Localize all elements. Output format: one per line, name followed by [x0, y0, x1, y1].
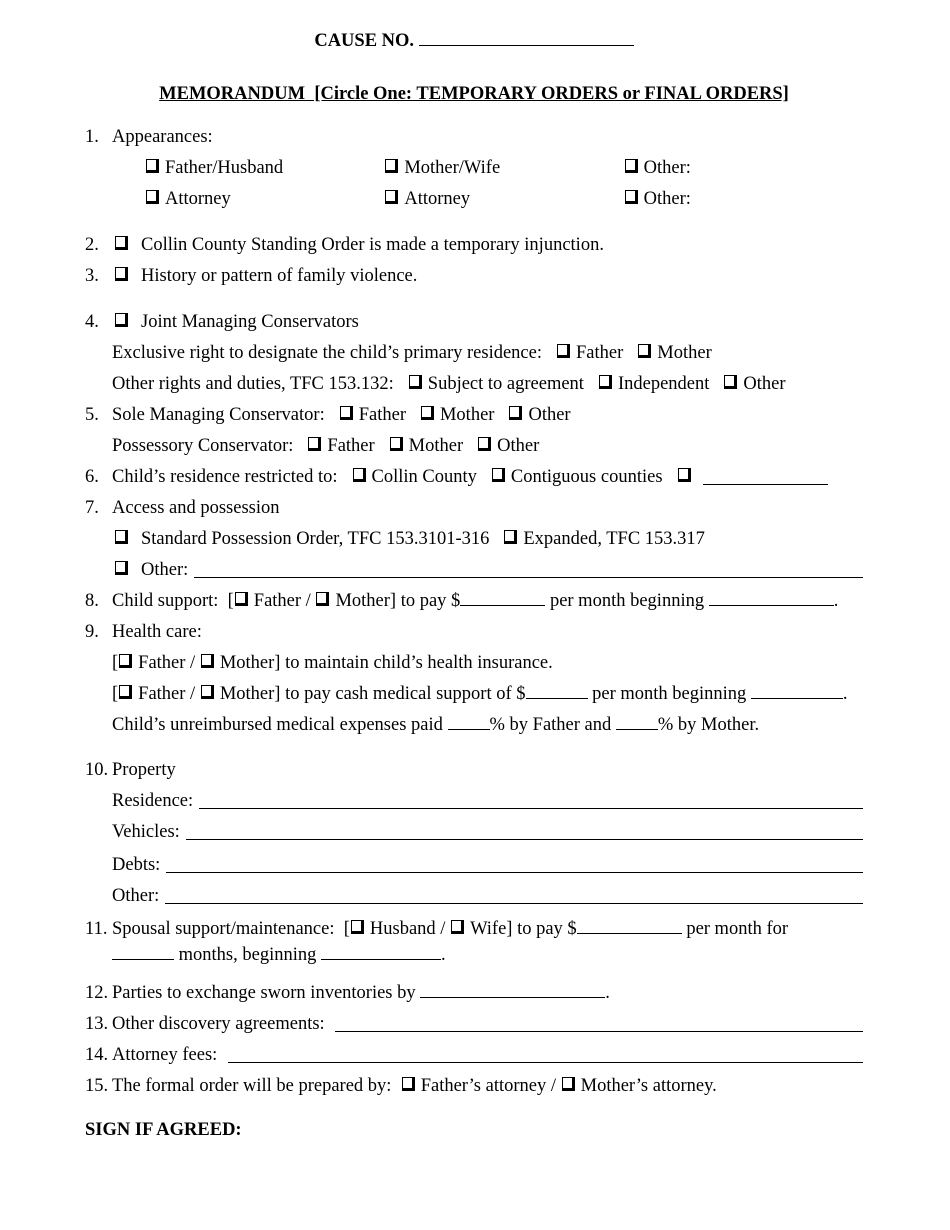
item-13-number: 13. [85, 1014, 109, 1034]
access-possession-header [85, 493, 863, 524]
item-12-number: 12. [85, 983, 109, 1003]
property-other-row [112, 881, 863, 912]
restriction-collin-county [353, 462, 477, 493]
item-6-number: 6. [85, 467, 99, 487]
father-attorney-label: Attorney [165, 189, 231, 209]
contiguous-counties-checkbox[interactable] [492, 468, 505, 482]
page-title: MEMORANDUM [Circle One: TEMPORARY ORDERS or FINAL ORDERS] [159, 84, 789, 104]
cause-number-row [85, 26, 863, 57]
item-14-number: 14. [85, 1045, 109, 1065]
debts-blank[interactable] [166, 872, 863, 873]
mother-attorney-checkbox[interactable] [385, 190, 398, 204]
appearance-mother-attorney [384, 184, 623, 215]
mother-attorney-label: Attorney [404, 189, 471, 209]
spousal-mid: per month for [681, 919, 789, 939]
other-2-checkbox[interactable] [625, 190, 638, 204]
possessory-other-checkbox[interactable] [478, 437, 491, 451]
item-1-label: Appearances: [112, 127, 213, 147]
collin-county-checkbox[interactable] [353, 468, 366, 482]
possessory-other-label: Other [497, 436, 540, 456]
property-other-blank[interactable] [165, 903, 863, 904]
formal-order-pre: The formal order will be prepared by: [112, 1076, 401, 1096]
discovery-label: Other discovery agreements: [112, 1014, 330, 1034]
sole-managing-row [85, 400, 863, 431]
other-1-label: Other: [643, 158, 691, 178]
spousal-wife-label: Wife] to pay $ [470, 919, 577, 939]
sole-mother-label: Mother [439, 405, 495, 425]
cash-medical-bracket: [ [112, 684, 119, 704]
unreimbursed-pre: Child’s unreimbursed medical expenses paid [112, 715, 448, 735]
spousal-months-label: months, beginning [174, 945, 321, 965]
possessory-mother [390, 436, 463, 456]
residence-label: Residence: [112, 791, 194, 811]
father-husband-checkbox[interactable] [146, 159, 159, 173]
item-3-label: History or pattern of family violence. [141, 266, 418, 286]
debts-label: Debts: [112, 855, 161, 875]
item-3-family-violence [85, 261, 863, 292]
cash-medical-father-checkbox[interactable] [119, 685, 132, 699]
item-7-label: Access and possession [112, 498, 280, 518]
cause-number-blank[interactable] [419, 41, 634, 46]
subject-to-agreement-checkbox[interactable] [409, 375, 422, 389]
discovery-blank[interactable] [335, 1031, 863, 1032]
rights-subject-to-agreement [409, 374, 584, 394]
other-rights-row [112, 369, 863, 400]
child-support-date-blank[interactable] [709, 601, 834, 606]
residence-blank[interactable] [199, 808, 863, 809]
item-8-child-support [85, 586, 863, 617]
primary-residence-mother [638, 343, 711, 363]
insurance-mother-checkbox[interactable] [201, 654, 214, 668]
item-4-number: 4. [85, 312, 99, 332]
expanded-possession-label: Expanded, TFC 153.317 [523, 529, 705, 549]
rights-other-label: Other [743, 374, 786, 394]
appearance-father-attorney [145, 184, 384, 215]
possessory-other [478, 436, 539, 456]
possessory-father-checkbox[interactable] [308, 437, 321, 451]
item-10-property [85, 755, 863, 912]
cash-medical-father-label: Father / [138, 684, 200, 704]
unreimbursed-row [112, 710, 863, 741]
spousal-support-line-1 [85, 914, 863, 945]
inventories-date-blank[interactable] [420, 993, 605, 998]
spousal-amount-blank[interactable] [577, 929, 682, 934]
item-1-number: 1. [85, 127, 99, 147]
child-support-father-label: Father / [253, 591, 316, 611]
item-9-label: Health care: [112, 622, 202, 642]
property-vehicles-row [112, 817, 863, 848]
expanded-possession [504, 529, 705, 549]
possessory-mother-checkbox[interactable] [390, 437, 403, 451]
restriction-other-checkbox[interactable] [678, 468, 691, 482]
item-9-health-care [85, 617, 863, 741]
cash-medical-mid: per month beginning [587, 684, 751, 704]
item-6-residence-restriction [85, 462, 863, 493]
formal-order-father-checkbox[interactable] [402, 1077, 415, 1091]
primary-residence-father-label: Father [576, 343, 624, 363]
item-4-joint-managing [85, 307, 863, 400]
sole-father-label: Father [358, 405, 406, 425]
sole-managing-label: Sole Managing Conservator: [112, 405, 325, 425]
primary-residence-mother-label: Mother [657, 343, 712, 363]
title-row [85, 79, 863, 110]
sign-if-agreed-label: SIGN IF AGREED: [85, 1120, 242, 1140]
item-12-inventories [85, 978, 863, 1009]
primary-residence-mother-checkbox[interactable] [638, 344, 651, 358]
sole-father-checkbox[interactable] [340, 406, 353, 420]
item-15-formal-order [85, 1071, 863, 1102]
unreimbursed-mid: % by Father and [489, 715, 616, 735]
standard-possession-label: Standard Possession Order, TFC 153.3101-316 [141, 529, 490, 549]
formal-order-mother-checkbox[interactable] [562, 1077, 575, 1091]
attorney-fees-blank[interactable] [228, 1062, 863, 1063]
property-debts-row [112, 850, 863, 881]
primary-residence-father [557, 343, 623, 363]
sole-father [340, 405, 406, 425]
sole-other-label: Other [528, 405, 571, 425]
appearance-other-2 [624, 184, 863, 215]
rights-independent [599, 374, 709, 394]
mother-percent-blank[interactable] [616, 725, 658, 730]
item-1-appearances [85, 122, 863, 215]
item-2-label: Collin County Standing Order is made a temporary injunction. [141, 235, 604, 255]
inventories-period: . [605, 983, 610, 1003]
discovery-row [112, 1009, 863, 1040]
father-attorney-checkbox[interactable] [146, 190, 159, 204]
joint-managing-header [85, 307, 863, 338]
contiguous-counties-label: Contiguous counties [510, 467, 663, 487]
sole-other-checkbox[interactable] [509, 406, 522, 420]
primary-residence-row [112, 338, 863, 369]
cash-medical-period: . [842, 684, 848, 704]
health-care-header [85, 617, 863, 648]
cash-medical-row [112, 679, 863, 710]
sole-mother [421, 405, 494, 425]
mother-wife-checkbox[interactable] [385, 159, 398, 173]
insurance-father-label: Father / [138, 653, 200, 673]
item-8-number: 8. [85, 591, 99, 611]
cash-medical-amount-blank[interactable] [526, 694, 588, 699]
unreimbursed-end: % by Mother. [657, 715, 760, 735]
child-support-mid: per month beginning [545, 591, 709, 611]
sign-if-agreed-row [85, 1115, 863, 1146]
attorney-fees-row [112, 1040, 863, 1071]
item-5-conservators [85, 400, 863, 462]
item-2-number: 2. [85, 235, 99, 255]
item-11-number: 11. [85, 919, 108, 939]
cause-number-label: CAUSE NO. [314, 31, 419, 51]
item-11-spousal-support [85, 914, 863, 966]
child-support-mother-label: Mother] to pay $ [335, 591, 461, 611]
appearance-father-husband [145, 153, 384, 184]
possessory-label: Possessory Conservator: [112, 436, 294, 456]
cash-medical-date-blank[interactable] [751, 694, 843, 699]
formal-order-father-label: Father’s attorney / [420, 1076, 561, 1096]
rights-other [724, 374, 785, 394]
child-support-father-checkbox[interactable] [235, 592, 248, 606]
child-support-amount-blank[interactable] [460, 601, 545, 606]
independent-checkbox[interactable] [599, 375, 612, 389]
subject-to-agreement-label: Subject to agreement [427, 374, 584, 394]
primary-residence-father-checkbox[interactable] [557, 344, 570, 358]
spousal-months-blank[interactable] [112, 955, 174, 960]
possessory-mother-label: Mother [408, 436, 464, 456]
residence-restriction-row [112, 462, 863, 493]
restriction-other-blank[interactable] [703, 484, 828, 485]
child-support-period: . [833, 591, 839, 611]
child-support-mother-checkbox[interactable] [316, 592, 329, 606]
sole-other [509, 405, 570, 425]
item-7-number: 7. [85, 498, 99, 518]
insurance-father-checkbox[interactable] [119, 654, 132, 668]
independent-label: Independent [617, 374, 710, 394]
item-10-label: Property [112, 760, 176, 780]
item-14-attorney-fees [85, 1040, 863, 1071]
cash-medical-mother-checkbox[interactable] [201, 685, 214, 699]
sole-mother-checkbox[interactable] [421, 406, 434, 420]
appearances-row-2 [145, 184, 863, 215]
item-10-number: 10. [85, 760, 109, 780]
property-header [85, 755, 863, 786]
possession-other-row [112, 555, 863, 586]
property-other-label: Other: [112, 886, 160, 906]
spousal-period: . [440, 945, 446, 965]
other-rights-label: Other rights and duties, TFC 153.132: [112, 374, 394, 394]
spousal-husband-checkbox[interactable] [351, 920, 364, 934]
possessory-row [112, 431, 863, 462]
insurance-bracket: [ [112, 653, 119, 673]
item-13-discovery [85, 1009, 863, 1040]
item-7-access-possession [85, 493, 863, 586]
item-5-number: 5. [85, 405, 99, 425]
item-15-number: 15. [85, 1076, 109, 1096]
standard-possession-checkbox[interactable] [115, 530, 128, 544]
child-support-pre: Child support: [ [112, 591, 234, 611]
spousal-begin-date-blank[interactable] [321, 955, 441, 960]
possession-order-row [112, 524, 863, 555]
restriction-contiguous [492, 462, 663, 493]
other-2-label: Other: [643, 189, 691, 209]
inventories-label: Parties to exchange sworn inventories by [112, 983, 421, 1003]
spousal-husband-label: Husband / [369, 919, 451, 939]
other-1-checkbox[interactable] [625, 159, 638, 173]
item-2-standing-order [85, 230, 863, 261]
spousal-support-line-2 [112, 945, 863, 966]
primary-residence-label: Exclusive right to designate the child’s primary residence: [112, 343, 542, 363]
appearances-row-1 [145, 153, 863, 184]
insurance-mother-label: Mother] to maintain child’s health insurance. [219, 653, 553, 673]
formal-order-mother-label: Mother’s attorney. [580, 1076, 717, 1096]
family-violence-checkbox[interactable] [115, 267, 128, 281]
attorney-fees-label: Attorney fees: [112, 1045, 222, 1065]
possession-other-checkbox[interactable] [115, 561, 128, 575]
expanded-possession-checkbox[interactable] [504, 530, 517, 544]
joint-managing-checkbox[interactable] [115, 313, 128, 327]
vehicles-label: Vehicles: [112, 822, 180, 842]
appearance-other-1 [624, 153, 863, 184]
residence-restriction-label: Child’s residence restricted to: [112, 467, 338, 487]
possessory-father [308, 436, 374, 456]
possessory-father-label: Father [327, 436, 375, 456]
collin-county-label: Collin County [371, 467, 477, 487]
item-4-label: Joint Managing Conservators [141, 312, 359, 332]
appearance-mother-wife [384, 153, 623, 184]
possession-other-blank[interactable] [194, 577, 863, 578]
item-3-number: 3. [85, 266, 99, 286]
mother-wife-label: Mother/Wife [404, 158, 501, 178]
standing-order-checkbox[interactable] [115, 236, 128, 250]
cash-medical-mother-label: Mother] to pay cash medical support of $ [219, 684, 526, 704]
possession-other-label: Other: [141, 560, 189, 580]
property-residence-row [112, 786, 863, 817]
vehicles-blank[interactable] [186, 839, 863, 840]
item-9-number: 9. [85, 622, 99, 642]
spousal-pre: Spousal support/maintenance: [ [112, 919, 350, 939]
rights-other-checkbox[interactable] [724, 375, 737, 389]
health-insurance-row [112, 648, 863, 679]
father-percent-blank[interactable] [448, 725, 490, 730]
spousal-wife-checkbox[interactable] [451, 920, 464, 934]
father-husband-label: Father/Husband [165, 158, 284, 178]
